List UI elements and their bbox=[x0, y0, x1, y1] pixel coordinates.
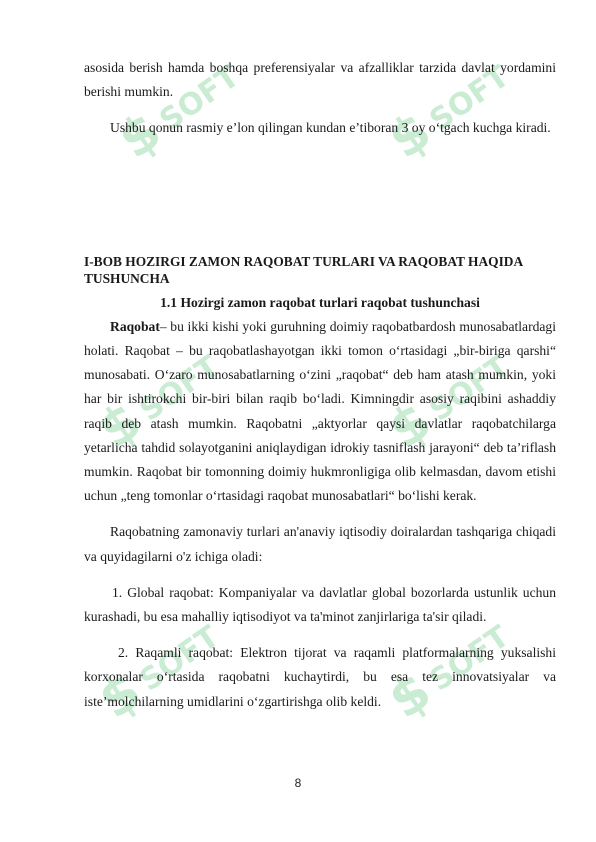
definition-paragraph bbox=[84, 315, 556, 509]
svg-text:SOFT: SOFT bbox=[133, 349, 226, 429]
svg-text:SOFT: SOFT bbox=[153, 59, 246, 139]
svg-text:$: $ bbox=[378, 661, 443, 732]
svg-text:SOFT: SOFT bbox=[423, 619, 516, 699]
chapter-title: I-BOB HOZIRGI ZAMON RAQOBAT TURLARI VA RAQOBAT HAQIDA TUSHUNCHA bbox=[84, 253, 523, 286]
svg-text:$: $ bbox=[378, 101, 443, 172]
svg-text:$: $ bbox=[88, 661, 153, 732]
list-item-digital: 2. Raqamli raqobat: Elektron tijorat va raqamli platformalarning yuksalishi korxonalar o‘rtasida raqobatni kuchaytirdi, bu esa tez innovatsiyalar va iste’molchilarning umidlarini o‘zgartirishga olib keldi. bbox=[84, 645, 556, 709]
intro-paragraph-2: Ushbu qonun rasmiy e’lon qilingan kundan e’tiboran 3 oy o‘tgach kuchga kiradi. bbox=[110, 120, 551, 136]
svg-text:$: $ bbox=[108, 101, 173, 172]
section-title: 1.1 Hozirgi zamon raqobat turlari raqobat tushunchasi bbox=[160, 294, 480, 310]
svg-text:SOFT: SOFT bbox=[133, 619, 226, 699]
document-page bbox=[84, 56, 556, 714]
definition-text: – bu ikki kishi yoki guruhning doimiy raqobatbardosh munosabatlardagi holati. Raqobat – bu raqobatlashayotgan ikki tomon o‘rtasidagi „bir-biriga qarshi“ munosabati. O‘zaro munosabatlarning o‘zini „raqobat“ deb ham atash mumkin, yoki har bir ishtirokchi bir-biri bilan raqib bo‘ladi. Kimningdir asosiy raqibini ashaddiy raqib deb atash mumkin. Raqobatni „aktyorlar qaysi davlatlar raqobatchilarga yetarlicha tahdid solayotganini aniqlaydigan idrokiy tasniflash jarayoni“ deb ta’riflash mumkin. Raqobat bir tomonning doimiy hukmronligiga olib kelmasdan, davom etishi uchun „teng tomonlar o‘rtasidagi raqobat munosabatlari“ bo‘lishi kerak. bbox=[84, 318, 556, 504]
types-intro-paragraph: Raqobatning zamonaviy turlari an'anaviy iqtisodiy doiralardan tashqariga chiqadi va quyidagilarni o'z ichiga oladi: bbox=[84, 524, 556, 564]
list-item-global: 1. Global raqobat: Kompaniyalar va davlatlar global bozorlarda ustunlik uchun kurashadi, bu esa mahalliy iqtisodiyot va ta'minot zanjirlariga ta'sir qiladi. bbox=[84, 584, 556, 625]
page-number: 8 bbox=[294, 776, 302, 790]
svg-text:$: $ bbox=[88, 391, 153, 462]
intro-paragraph-1: asosida berish hamda boshqa preferensiyalar va afzalliklar tarzida davlat yordamini berishi mumkin. bbox=[84, 60, 556, 100]
svg-text:SOFT: SOFT bbox=[423, 59, 516, 139]
svg-text:$: $ bbox=[378, 391, 443, 462]
svg-text:SOFT: SOFT bbox=[423, 349, 516, 429]
definition-term: Raqobat bbox=[110, 318, 160, 334]
